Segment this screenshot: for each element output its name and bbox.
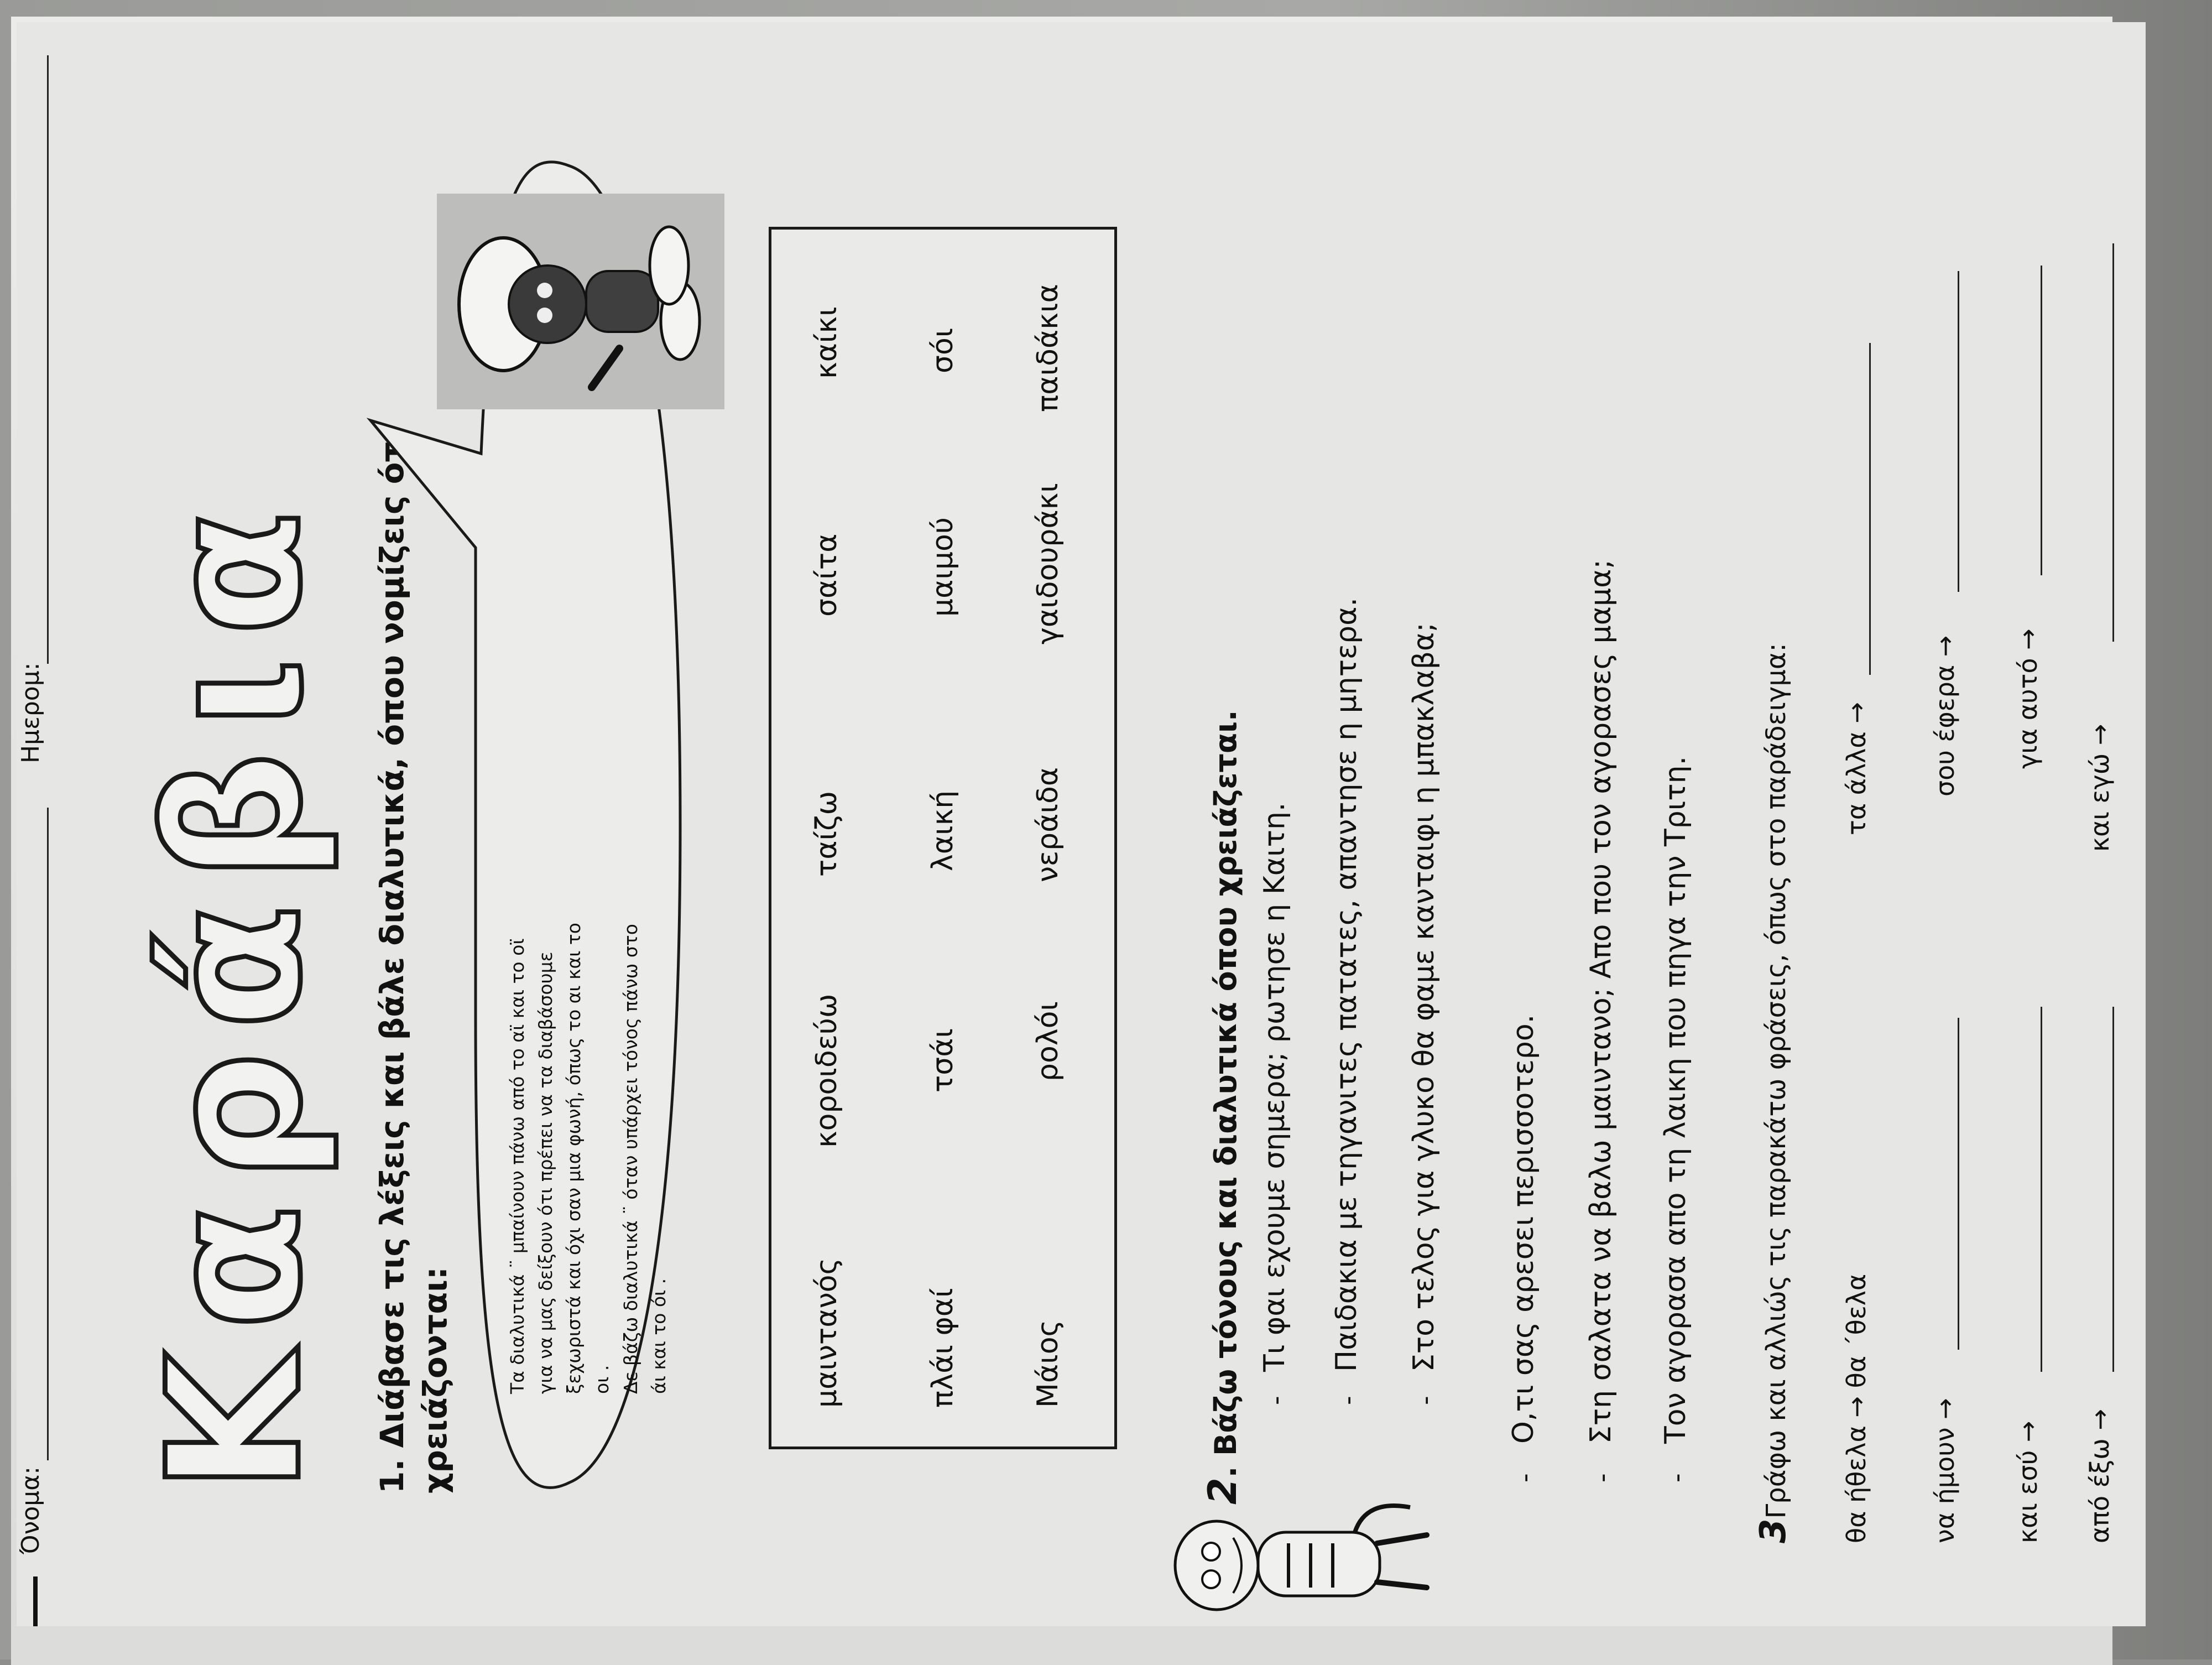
word-r2-5: σόι	[926, 327, 959, 373]
date-label: Ημερομ:	[17, 662, 45, 763]
sentence-1: Τι φαι εχουμε σημερα; ρωτησε η Καιτη.	[1258, 802, 1291, 1372]
word-r1-4: σαίτα	[810, 533, 843, 617]
word-r1-1: μαιντανός	[810, 1258, 843, 1408]
task1-line2: χρειάζονται:	[416, 1267, 455, 1494]
task2-heading	[1200, 710, 1245, 1505]
example-left-4: από έξω →	[2085, 1409, 2115, 1543]
example-right-1: τα άλλα →	[1841, 702, 1871, 835]
example-left-3: και εσύ →	[2013, 1421, 2043, 1543]
example-right-3: για αυτό →	[2013, 628, 2043, 769]
answer-line-left-2[interactable]	[1958, 1018, 1959, 1350]
answer-line-right-3[interactable]	[2041, 266, 2042, 575]
sentence-3: Στο τελος για γλυκο θα φαμε κανταιφι η μπακλαβα;	[1407, 622, 1441, 1372]
answer-line-right-2[interactable]	[1958, 271, 1959, 592]
task1-line1: 1. Διάβασε τις λέξεις και βάλε διαλυτικά, όπου νομίζεις ότι	[373, 429, 411, 1494]
word-r1-5: καίκι	[810, 306, 843, 379]
sentence-2: Παιδακια με τηγανιτες πατατες, απαντησε η μητερα.	[1330, 597, 1363, 1372]
example-right-2: σου έφερα →	[1930, 635, 1960, 797]
note-line-2: για να μας δείξουν ότι πρέπει να τα διαβάσουμε	[535, 951, 557, 1394]
dash-4: -	[1510, 1473, 1540, 1482]
dash-1: -	[1261, 1396, 1291, 1405]
task3-heading	[1753, 643, 1794, 1543]
note-line-6: άι και το όι .	[648, 1278, 670, 1394]
cartoon-illustration	[437, 194, 724, 409]
task3-label: Γράφω και αλλιώς τις παρακάτω φράσεις, όπως στο παράδειγμα:	[1761, 643, 1792, 1519]
word-r2-1: πλάι φαί	[926, 1288, 959, 1408]
task3-number: 3	[1753, 1518, 1794, 1543]
word-r2-4: μαιμού	[926, 517, 959, 617]
example-left-2: να ήμουν →	[1930, 1398, 1960, 1543]
word-box	[769, 227, 1117, 1449]
answer-line-left-4[interactable]	[2112, 1007, 2114, 1372]
answer-line-right-4[interactable]	[2112, 243, 2114, 642]
sentence-4: Ο,τι σας αρεσει περισσοτερο.	[1507, 1014, 1540, 1444]
note-line-3: ξεχωριστά και όχι σαν μια φωνή, όπως το αι και το	[563, 923, 585, 1394]
task2-number: 2	[1200, 1477, 1245, 1505]
dash-3: -	[1410, 1396, 1440, 1405]
word-r3-4: γαιδουράκι	[1031, 483, 1065, 644]
sentence-5: Στη σαλατα να βαλω μαιντανο; Απο που τον αγορασες μαμα;	[1584, 559, 1618, 1444]
name-label: Όνομα:	[17, 1466, 45, 1554]
cartoon-cat-illustration	[1167, 1494, 1454, 1626]
word-r1-2: κοροιδεύω	[810, 993, 843, 1148]
dash-2: -	[1333, 1396, 1363, 1405]
word-r2-2: τσάι	[926, 1028, 959, 1092]
page-title: Καράβια	[129, 488, 341, 1494]
answer-line-left-3[interactable]	[2041, 1007, 2042, 1372]
dash-6: -	[1662, 1473, 1692, 1482]
task2-label: . Βάζω τόνους και διαλυτικά όπου χρειάζεται.	[1208, 710, 1243, 1478]
sentence-6: Τον αγορασα απο τη λαικη που πηγα την Τριτη.	[1659, 756, 1692, 1444]
note-line-1: Τα διαλυτικά ¨ μπαίνουν πάνω από το αϊ και το οϊ	[507, 938, 528, 1394]
answer-line-right-1[interactable]	[1869, 343, 1871, 675]
worksheet-page	[17, 22, 2146, 1626]
note-line-4: οι .	[591, 1365, 613, 1394]
word-r3-2: ρολόι	[1031, 1001, 1065, 1081]
dash-5: -	[1587, 1473, 1617, 1482]
word-r3-3: νεράιδα	[1031, 767, 1065, 882]
example-right-4: και εγώ →	[2085, 724, 2115, 852]
word-r3-5: παιδάκια	[1031, 284, 1065, 412]
example-left-1: θα ήθελα → θα ΄θελα	[1841, 1273, 1871, 1543]
note-line-5: Δε βάζω διαλυτικά ¨ όταν υπάρχει τόνος πάνω στο	[619, 924, 641, 1394]
word-r2-3: λαική	[926, 790, 959, 871]
word-r3-1: Μάιος	[1031, 1319, 1065, 1408]
word-r1-3: ταίζω	[810, 790, 843, 877]
